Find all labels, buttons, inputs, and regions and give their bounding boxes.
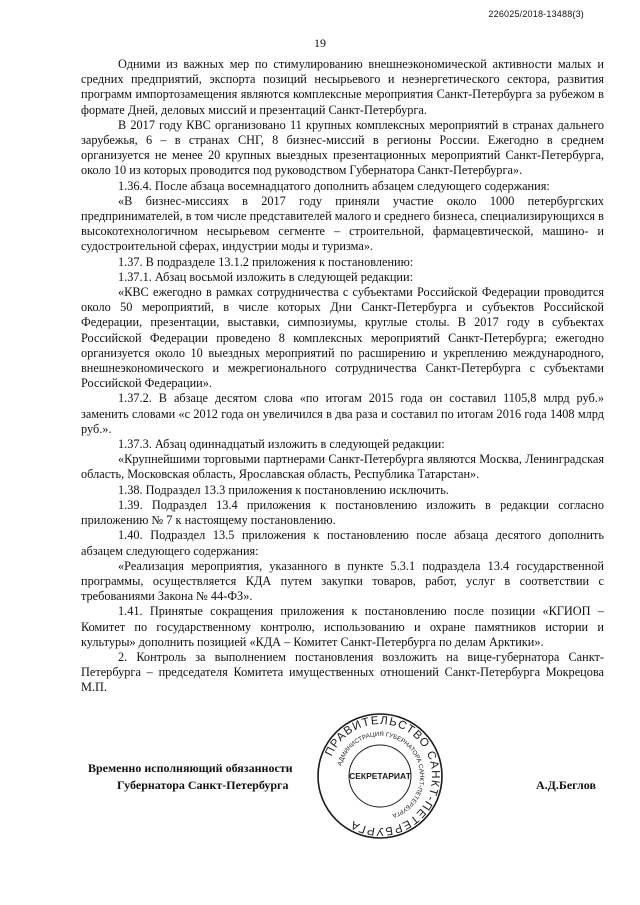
paragraph: 1.40. Подраздел 13.5 приложения к постановлению после абзаца десятого дополнить абзацем следующего содержания: xyxy=(81,528,604,558)
seal-outer-text: ПРАВИТЕЛЬСТВО САНКТ-ПЕТЕРБУРГА xyxy=(323,714,442,838)
paragraph: В 2017 году КВС организовано 11 крупных комплексных мероприятий в странах дальнего зарубежья, 6 – в странах СНГ, 8 бизнес-миссий в регионы России. Ежегодно в среднем организуется не менее 20 крупных выездных презентационных мероприятий Санкт-Петербурга, около 10 из которых проводится под руководством Губернатора Санкт-Петербурга». xyxy=(81,117,604,178)
paragraph: 1.41. Принятые сокращения приложения к постановлению после позиции «КГИОП – Комитет по государственному контролю, использованию и охране памятников истории и культуры» дополнить позицией «КДА – Комитет Санкт-Петербурга по делам Арктики». xyxy=(81,604,604,649)
paragraph: 1.37.2. В абзаце десятом слова «по итогам 2015 года он составил 1105,8 млрд руб.» заменить словами «с 2012 года он увеличился в два раза и составил по итогам 2016 года 1408 млрд руб.». xyxy=(81,391,604,436)
paragraph: «КВС ежегодно в рамках сотрудничества с субъектами Российской Федерации проводится около 50 мероприятий, в числе которых Дни Санкт-Петербурга и субъектов Российской Федерации, презентации, выставки, симпозиумы, круглые столы. В 2017 году в субъектах Российской Федерации проведено 8 комплексных мероприятий Санкт-Петербурга; ежегодно организуется около 10 выездных мероприятий по расширению и укреплению международного, внешнеэкономического и межрегионального сотрудничества Санкт-Петербурга с субъектами Российской Федерации». xyxy=(81,285,604,391)
paragraph: 2. Контроль за выполнением постановления возложить на вице-губернатора Санкт-Петербурга – председателя Комитета имущественных отношений Санкт-Петербурга Мокрецова М.П. xyxy=(81,649,604,695)
paragraph: 1.36.4. После абзаца восемнадцатого дополнить абзацем следующего содержания: xyxy=(118,178,550,193)
official-seal xyxy=(315,711,445,841)
page-number: 19 xyxy=(314,36,326,50)
document-number: 226025/2018-13488(3) xyxy=(488,9,584,19)
paragraph: «Крупнейшими торговыми партнерами Санкт-Петербурга являются Москва, Ленинградская область, Московская область, Ярославская область, Республика Татарстан». xyxy=(81,452,604,482)
paragraph: Одними из важных мер по стимулированию внешнеэкономической активности малых и средних предприятий, экспорта позиций несырьевого и неэнергетического сектора, развития программ импортозамещения являются комплексные мероприятия Санкт-Петербурга за рубежом в формате Дней, деловых миссий и презентаций Санкт-Петербурга. xyxy=(81,57,604,117)
seal-inner-text: АДМИНИСТРАЦИЯ ГУБЕРНАТОРА САНКТ-ПЕТЕРБУРГА xyxy=(336,730,426,819)
seal-center-text: СЕКРЕТАРИАТ xyxy=(349,771,411,781)
paragraph: 1.39. Подраздел 13.4 приложения к постановлению изложить в редакции согласно приложению № 7 к настоящему постановлению. xyxy=(81,497,604,528)
paragraph: 1.37. В подразделе 13.1.2 приложения к постановлению: xyxy=(118,254,414,269)
paragraph: 1.38. Подраздел 13.3 приложения к постановлению исключить. xyxy=(118,482,449,497)
signatory-role-line2: Губернатора Санкт-Петербурга xyxy=(117,778,289,792)
document-body xyxy=(81,57,604,696)
paragraph: 1.37.1. Абзац восьмой изложить в следующей редакции: xyxy=(118,269,413,284)
paragraph: «В бизнес-миссиях в 2017 году приняли участие около 1000 петербургских предпринимателей, в том числе представителей малого и среднего бизнеса, специализирующихся в высокотехнологичном несырьевом сегменте – строительной, фармацевтической, машино- и судостроительной сферах, индустрии моды и туризма». xyxy=(81,193,604,254)
signatory-name: А.Д.Беглов xyxy=(536,778,596,792)
paragraph: 1.37.3. Абзац одиннадцатый изложить в следующей редакции: xyxy=(118,437,445,452)
paragraph: «Реализация мероприятия, указанного в пункте 5.3.1 подраздела 13.4 государственной программы, осуществляется КДА путем закупки товаров, работ, услуг в соответствии с требованиями Закона № 44-ФЗ». xyxy=(81,558,604,604)
signatory-role-line1: Временно исполняющий обязанности xyxy=(88,761,293,775)
